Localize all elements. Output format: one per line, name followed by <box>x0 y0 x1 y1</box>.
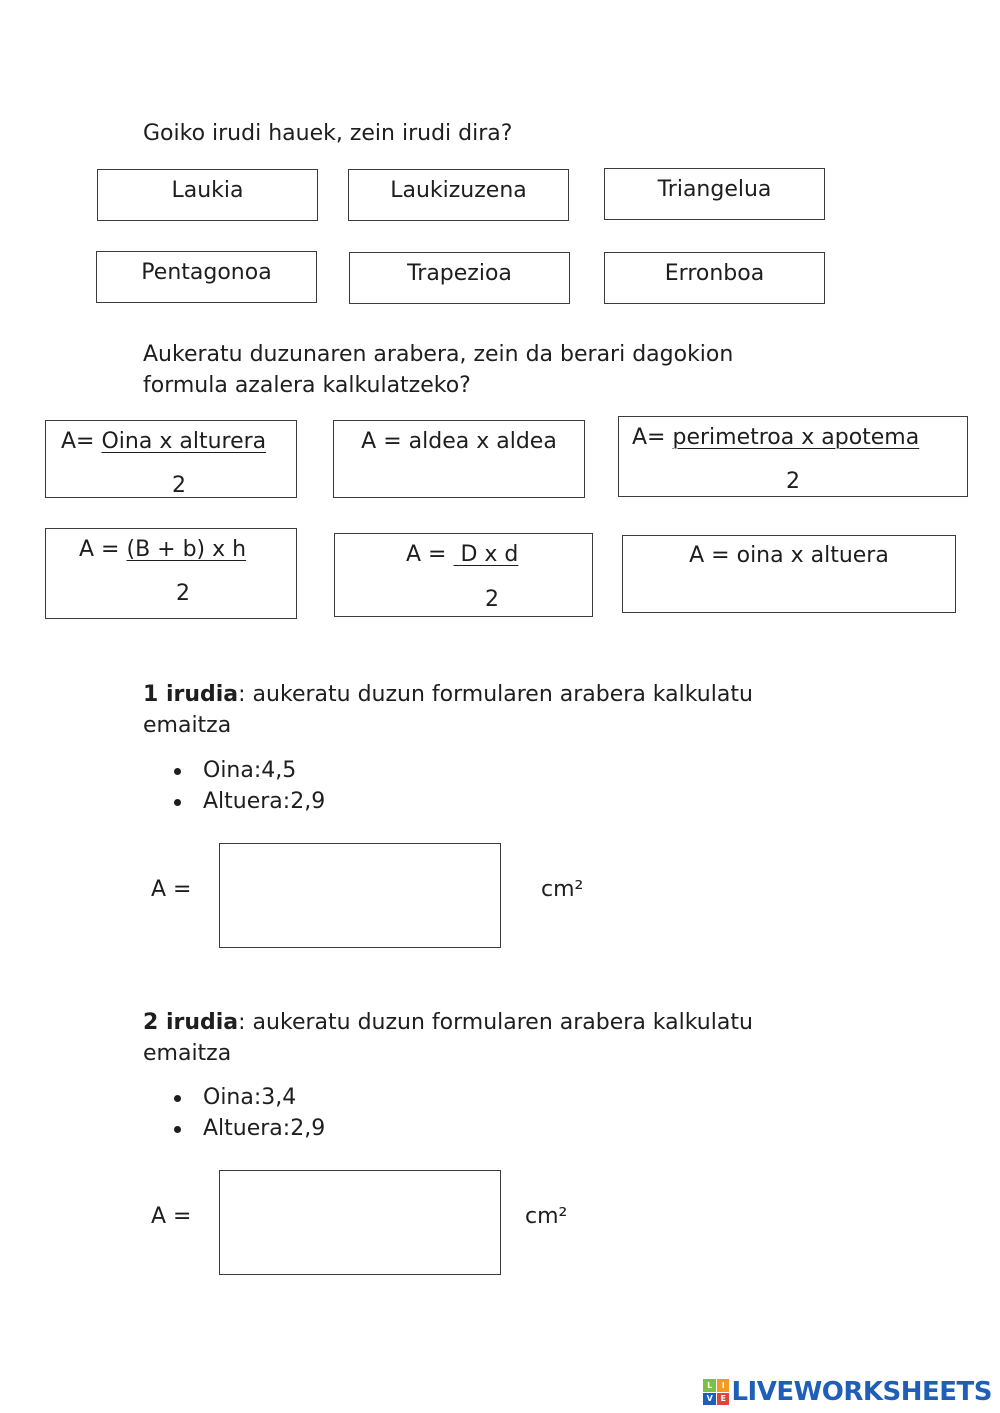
figure1-title-line2: emaitza <box>143 713 232 738</box>
shape-option-label: Triangelua <box>657 177 772 202</box>
shape-option-triangelua[interactable] <box>604 168 825 220</box>
logo-letter: L <box>703 1379 716 1392</box>
list-item <box>143 1113 325 1144</box>
shape-option-trapezioa[interactable] <box>349 252 570 304</box>
formula-numerator-line <box>632 425 919 450</box>
formula-option-pentagon[interactable] <box>618 416 968 497</box>
shape-option-label: Pentagonoa <box>141 260 272 285</box>
logo-letter: V <box>703 1393 716 1406</box>
figure2-title-rest: : aukeratu duzun formularen arabera kalkulatu <box>238 1010 753 1035</box>
list-item <box>143 755 325 786</box>
logo-letter: I <box>717 1379 730 1392</box>
figure1-title-rest: : aukeratu duzun formularen arabera kalkulatu <box>238 682 753 707</box>
formula-denominator: 2 <box>176 581 190 606</box>
bullet-icon <box>174 768 181 775</box>
figure2-unit: cm² <box>525 1204 568 1229</box>
formula-numerator: D x d <box>453 542 519 567</box>
question2-prompt-line1: Aukeratu duzunaren arabera, zein da berari dagokion <box>143 342 734 367</box>
liveworksheets-logo-text: LIVEWORKSHEETS <box>731 1377 992 1407</box>
shape-option-label: Laukizuzena <box>390 178 527 203</box>
figure1-title-bold: 1 irudia <box>143 682 239 707</box>
logo-letter: E <box>717 1393 730 1406</box>
shape-option-label: Trapezioa <box>407 261 512 286</box>
formula-option-trapezoid[interactable] <box>45 528 297 619</box>
shape-option-label: Erronboa <box>664 261 765 286</box>
formula-numerator: perimetroa x apotema <box>672 425 920 450</box>
formula-prefix: A= <box>632 425 673 450</box>
formula-denominator: 2 <box>485 587 499 612</box>
formula-option-rhombus[interactable] <box>334 533 593 617</box>
figure2-title-bold: 2 irudia <box>143 1010 239 1035</box>
measurement-height: Altuera:2,9 <box>203 1116 326 1141</box>
bullet-icon <box>174 799 181 806</box>
formula-numerator: Oina x alturera <box>101 429 267 454</box>
figure1-answer-input[interactable] <box>219 843 501 948</box>
formula-text: A = oina x altuera <box>689 543 889 568</box>
formula-numerator-line <box>406 542 518 567</box>
formula-prefix: A = <box>406 542 454 567</box>
formula-option-triangle[interactable] <box>45 420 297 498</box>
shape-option-laukizuzena[interactable] <box>348 169 569 221</box>
shape-option-label: Laukia <box>171 178 244 203</box>
figure1-unit: cm² <box>541 877 584 902</box>
shape-option-laukia[interactable] <box>97 169 318 221</box>
measurement-base: Oina:3,4 <box>203 1085 297 1110</box>
formula-text: A = aldea x aldea <box>361 429 557 454</box>
formula-prefix: A = <box>79 537 127 562</box>
figure2-title-line2: emaitza <box>143 1041 232 1066</box>
formula-option-rectangle[interactable] <box>622 535 956 613</box>
formula-numerator-line <box>61 429 266 454</box>
figure1-title <box>143 679 753 710</box>
formula-numerator-line <box>79 537 246 562</box>
formula-option-square[interactable] <box>333 420 585 498</box>
shape-option-pentagonoa[interactable] <box>96 251 317 303</box>
bullet-icon <box>174 1095 181 1102</box>
liveworksheets-logo-icon <box>703 1379 729 1405</box>
list-item <box>143 1082 325 1113</box>
shape-option-erronboa[interactable] <box>604 252 825 304</box>
formula-numerator: (B + b) x h <box>126 537 247 562</box>
measurement-base: Oina:4,5 <box>203 758 297 783</box>
figure2-title <box>143 1007 753 1038</box>
formula-denominator: 2 <box>172 473 186 498</box>
list-item <box>143 786 325 817</box>
bullet-icon <box>174 1126 181 1133</box>
figure2-answer-input[interactable] <box>219 1170 501 1275</box>
figure2-measurements <box>143 1082 325 1144</box>
figure1-answer-label: A = <box>151 877 192 902</box>
question1-prompt: Goiko irudi hauek, zein irudi dira? <box>143 121 513 146</box>
formula-denominator: 2 <box>786 469 800 494</box>
figure1-measurements <box>143 755 325 817</box>
measurement-height: Altuera:2,9 <box>203 789 326 814</box>
figure2-answer-label: A = <box>151 1204 192 1229</box>
liveworksheets-logo <box>703 1377 992 1407</box>
formula-prefix: A= <box>61 429 102 454</box>
question2-prompt-line2: formula azalera kalkulatzeko? <box>143 373 471 398</box>
